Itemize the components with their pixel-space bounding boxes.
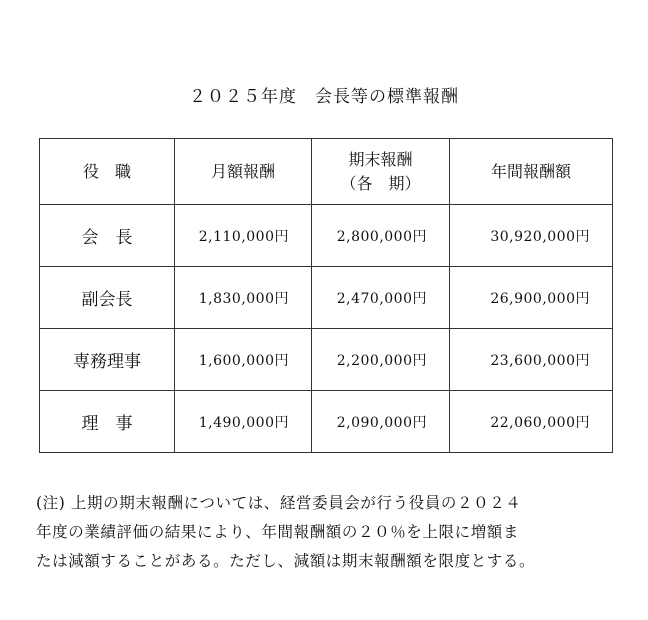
header-monthly: 月額報酬 [175, 139, 312, 205]
footnote-line: (注) 上期の期末報酬については、経営委員会が行う役員の２０２４ [36, 494, 522, 512]
row-monthly: 1,830,000円 [175, 267, 312, 329]
row-term-end: 2,090,000円 [312, 391, 450, 453]
table-row [40, 205, 613, 267]
remuneration-table [39, 138, 613, 453]
table-row [40, 329, 613, 391]
row-annual: 22,060,000円 [450, 391, 613, 453]
table-header-row [40, 139, 613, 205]
header-position: 役 職 [40, 139, 175, 205]
footnote-line: 年度の業績評価の結果により、年間報酬額の２０％を上限に増額ま [36, 523, 520, 541]
header-term-end-line1: 期末報酬 [348, 149, 413, 169]
row-term-end: 2,470,000円 [312, 267, 450, 329]
row-monthly: 1,490,000円 [175, 391, 312, 453]
header-term-end [312, 139, 450, 205]
header-annual: 年間報酬額 [450, 139, 613, 205]
row-monthly: 2,110,000円 [175, 205, 312, 267]
row-term-end: 2,800,000円 [312, 205, 450, 267]
row-monthly: 1,600,000円 [175, 329, 312, 391]
row-position: 副会長 [40, 267, 175, 329]
page-title: ２０２５年度 会長等の標準報酬 [189, 87, 459, 107]
row-position: 会 長 [40, 205, 175, 267]
row-annual: 26,900,000円 [450, 267, 613, 329]
header-term-end-line2: （各 期） [340, 173, 421, 193]
table-row [40, 267, 613, 329]
row-term-end: 2,200,000円 [312, 329, 450, 391]
row-annual: 30,920,000円 [450, 205, 613, 267]
row-position: 専務理事 [40, 329, 175, 391]
table-row [40, 391, 613, 453]
row-position: 理 事 [40, 391, 175, 453]
row-annual: 23,600,000円 [450, 329, 613, 391]
footnote-line: たは減額することがある。ただし、減額は期末報酬額を限度とする。 [36, 552, 536, 570]
footnote [36, 489, 616, 576]
